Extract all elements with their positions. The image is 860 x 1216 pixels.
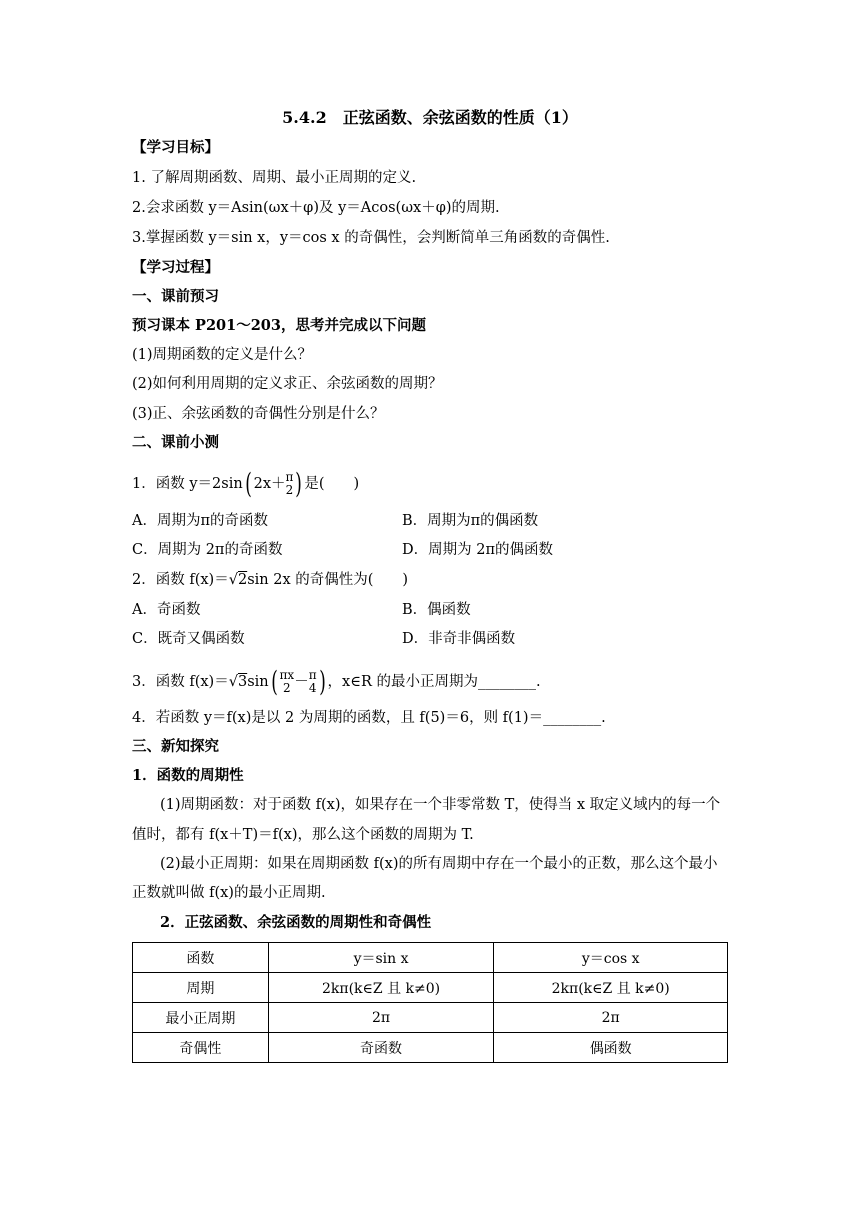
goal-item-1: 1. 了解周期函数、周期、最小正周期的定义. <box>132 170 417 186</box>
q1-prefix: 1．函数 y＝2sin <box>132 476 243 492</box>
preview-task: 预习课本 P201～203，思考并完成以下问题 <box>132 317 426 334</box>
right-paren-icon: ) <box>318 665 326 698</box>
quiz-question-1 <box>132 468 359 500</box>
q2-radicand: 2 <box>237 572 248 588</box>
preview-heading: 一、课前预习 <box>132 288 219 305</box>
table-cell: 2kπ(k∈Z 且 k≠0) <box>268 973 494 1003</box>
quiz-question-4: 4．若函数 y＝f(x)是以 2 为周期的函数，且 f(5)＝6，则 f(1)＝________. <box>132 710 606 726</box>
sqrt-icon: √ <box>228 674 238 690</box>
goals-heading: 【学习目标】 <box>132 139 219 156</box>
q3-suffix: ，x∈R 的最小正周期为________. <box>327 674 541 690</box>
q2-option-b: B．偶函数 <box>402 602 471 618</box>
q2-option-c: C．既奇又偶函数 <box>132 631 245 647</box>
preview-question-1: (1)周期函数的定义是什么？ <box>132 347 313 363</box>
table-row <box>133 973 728 1003</box>
q1-option-d: D．周期为 2π的偶函数 <box>402 542 553 558</box>
q3-fraction-1 <box>280 669 295 695</box>
table-cell: y＝cos x <box>494 943 728 973</box>
explore-heading: 三、新知探究 <box>132 738 219 755</box>
q1-fraction <box>286 471 294 497</box>
q2-option-a: A．奇函数 <box>132 602 201 618</box>
preview-question-2: (2)如何利用周期的定义求正、余弦函数的周期？ <box>132 376 443 392</box>
table-cell: y＝sin x <box>268 943 494 973</box>
q3-prefix: 3．函数 f(x)＝ <box>132 674 229 690</box>
q1-option-a: A．周期为π的奇函数 <box>132 513 269 529</box>
q2-prefix: 2．函数 f(x)＝ <box>132 572 229 588</box>
table-cell: 奇函数 <box>268 1033 494 1063</box>
q3-frac1-num: πx <box>279 668 295 682</box>
table-cell: 2kπ(k∈Z 且 k≠0) <box>494 973 728 1003</box>
right-paren-icon: ) <box>295 467 303 500</box>
sqrt-icon: √ <box>228 572 238 588</box>
q1-inner: 2x＋ <box>253 476 286 492</box>
q3-frac2-den: 4 <box>308 681 317 695</box>
explore-subheading-2: 2．正弦函数、余弦函数的周期性和奇偶性 <box>160 914 432 931</box>
explore-p1-line1: (1)周期函数：对于函数 f(x)，如果存在一个非零常数 T，使得当 x 取定义域内的每一个 <box>160 797 721 813</box>
page-title: 5.4.2 正弦函数、余弦函数的性质（1） <box>282 108 578 127</box>
q1-option-b: B．周期为π的偶函数 <box>402 513 539 529</box>
table-row <box>133 1003 728 1033</box>
q1-frac-den: 2 <box>285 483 294 497</box>
table-cell: 偶函数 <box>494 1033 728 1063</box>
q1-suffix: 是( ) <box>304 476 360 492</box>
q3-minus: － <box>294 674 309 690</box>
quiz-question-2 <box>132 570 408 590</box>
q3-func: sin <box>247 674 269 690</box>
table-cell: 2π <box>268 1003 494 1033</box>
left-paren-icon: ( <box>270 665 278 698</box>
q2-suffix: sin 2x 的奇偶性为( ) <box>247 572 409 588</box>
table-cell: 周期 <box>133 973 269 1003</box>
process-heading: 【学习过程】 <box>132 259 219 276</box>
goal-item-2: 2.会求函数 y＝Asin(ωx＋φ)及 y＝Acos(ωx＋φ)的周期. <box>132 200 500 216</box>
explore-subheading-1: 1．函数的周期性 <box>132 767 244 784</box>
q2-option-d: D．非奇非偶函数 <box>402 631 516 647</box>
q3-radicand: 3 <box>237 674 248 690</box>
q3-frac1-den: 2 <box>283 681 291 695</box>
table-row <box>133 943 728 973</box>
explore-p2-line1: (2)最小正周期：如果在周期函数 f(x)的所有周期中存在一个最小的正数，那么这个最小 <box>160 856 718 872</box>
left-paren-icon: ( <box>244 467 252 500</box>
q1-option-c: C．周期为 2π的奇函数 <box>132 542 283 558</box>
properties-table <box>132 942 728 1063</box>
preview-question-3: (3)正、余弦函数的奇偶性分别是什么？ <box>132 406 385 422</box>
quiz-heading: 二、课前小测 <box>132 434 219 451</box>
q1-frac-num: π <box>285 470 294 484</box>
explore-p2-line2: 正数就叫做 f(x)的最小正周期. <box>132 885 326 901</box>
table-cell: 函数 <box>133 943 269 973</box>
q3-fraction-2 <box>309 669 317 695</box>
goal-item-3: 3.掌握函数 y＝sin x，y＝cos x 的奇偶性，会判断简单三角函数的奇偶性. <box>132 230 610 246</box>
table-cell: 最小正周期 <box>133 1003 269 1033</box>
explore-p1-line2: 值时，都有 f(x＋T)＝f(x)，那么这个函数的周期为 T. <box>132 827 474 843</box>
table-cell: 2π <box>494 1003 728 1033</box>
quiz-question-3 <box>132 666 541 698</box>
table-cell: 奇偶性 <box>133 1033 269 1063</box>
table-row <box>133 1033 728 1063</box>
q3-frac2-num: π <box>308 668 317 682</box>
